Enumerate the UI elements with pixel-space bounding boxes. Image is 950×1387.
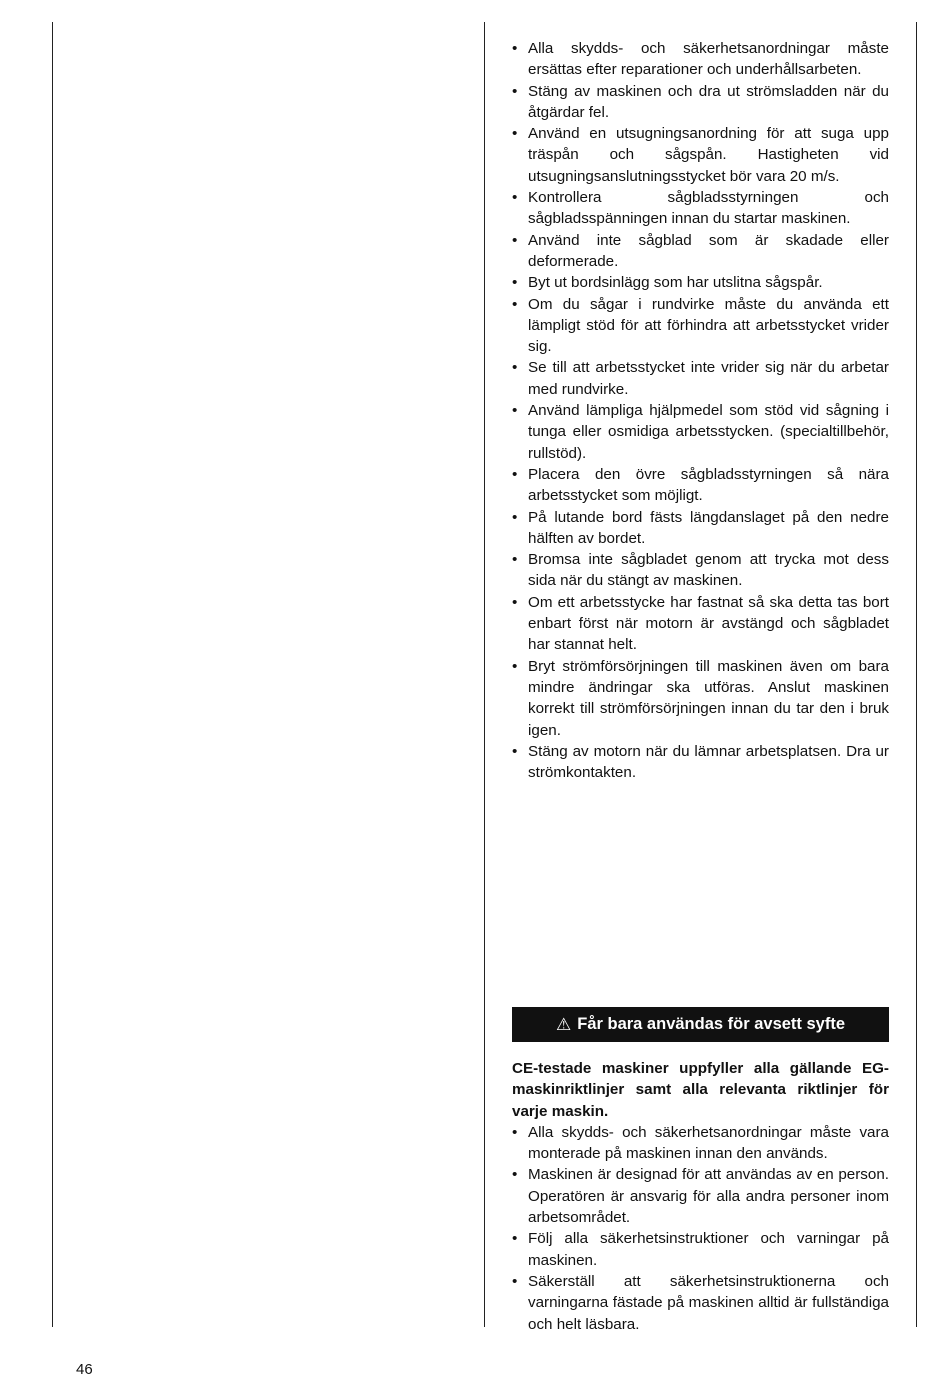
list-item: • Bryt strömförsörjningen till maskinen även om bara mindre ändringar ska utföras. Anslut maskinen korrekt till strömförsörjningen innan du tar den i bruk igen. [512,656,889,741]
list-item: • Stäng av maskinen och dra ut strömsladden när du åtgärdar fel. [512,81,889,124]
warning-triangle-icon: ⚠ [555,1014,572,1034]
list-item: • Alla skydds- och säkerhetsanordningar måste vara monterade på maskinen innan den används. [512,1122,889,1165]
intended-use-list [512,1122,889,1335]
safety-list-column [512,38,889,783]
list-item: • Alla skydds- och säkerhetsanordningar måste ersättas efter reparationer och underhållsarbeten. [512,38,889,81]
section-intro: CE-testade maskiner uppfyller alla gällande EG-maskinriktlinjer samt alla relevanta riktlinjer för varje maskin. [512,1060,889,1120]
list-item: • Använd en utsugningsanordning för att suga upp träspån och sågspån. Hastigheten vid utsugningsanslutningsstycket bör vara 20 m/s. [512,123,889,187]
list-item: • Om ett arbetsstycke har fastnat så ska detta tas bort enbart först när motorn är avstängd och sågbladet har stannat helt. [512,592,889,656]
safety-instructions-list [512,38,889,783]
page-number: 46 [76,1361,93,1378]
intended-use-column [512,1058,889,1335]
list-item: • På lutande bord fästs längdanslaget på den nedre hälften av bordet. [512,507,889,550]
center-column-rule [484,22,485,1327]
list-item: • Kontrollera sågbladsstyrningen och sågbladsspänningen innan du startar maskinen. [512,187,889,230]
list-item: • Maskinen är designad för att användas av en person. Operatören är ansvarig för alla andra personer inom arbetsområdet. [512,1164,889,1228]
list-item: • Om du sågar i rundvirke måste du använda ett lämpligt stöd för att förhindra att arbetsstycket vrider sig. [512,294,889,358]
list-item: • Använd inte sågblad som är skadade eller deformerade. [512,230,889,273]
list-item: • Följ alla säkerhetsinstruktioner och varningar på maskinen. [512,1228,889,1271]
section-heading-banner [512,1007,889,1042]
list-item: • Se till att arbetsstycket inte vrider sig när du arbetar med rundvirke. [512,357,889,400]
right-margin-rule [916,22,917,1327]
list-item: • Byt ut bordsinlägg som har utslitna sågspår. [512,272,889,293]
section-title: Får bara användas för avsett syfte [577,1015,846,1033]
left-margin-rule [52,22,53,1327]
list-item: • Placera den övre sågbladsstyrningen så nära arbetsstycket som möjligt. [512,464,889,507]
list-item: • Använd lämpliga hjälpmedel som stöd vid sågning i tunga eller osmidiga arbetsstycken. (specialtillbehör, rullstöd). [512,400,889,464]
list-item: • Stäng av motorn när du lämnar arbetsplatsen. Dra ur strömkontakten. [512,741,889,784]
list-item: • Säkerställ att säkerhetsinstruktionerna och varningarna fästade på maskinen alltid är fullständiga och helt läsbara. [512,1271,889,1335]
list-item: • Bromsa inte sågbladet genom att trycka mot dess sida när du stängt av maskinen. [512,549,889,592]
